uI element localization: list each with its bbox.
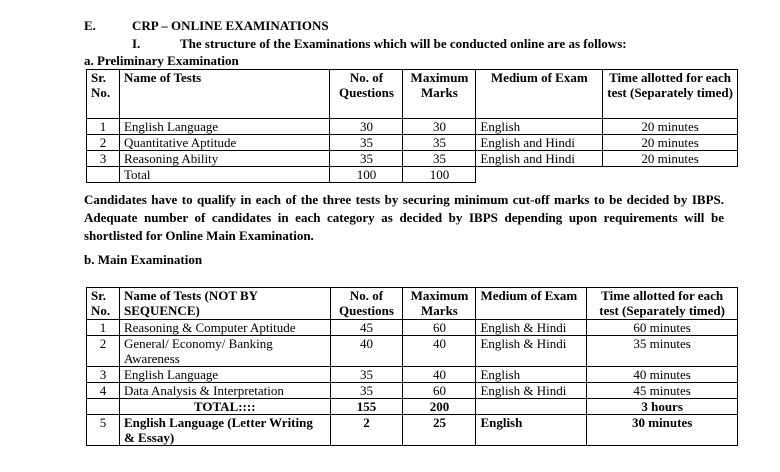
main-sr: 5 [87,415,120,446]
main-medium: English & Hindi [476,320,587,336]
main-sr: 4 [87,383,120,399]
prelim-header-questions: No. of Questions [330,70,403,119]
sub-roman: I. [132,36,141,51]
prelim-sr: 3 [87,151,120,167]
main-questions: 35 [330,383,403,399]
main-medium: English & Hindi [476,336,587,367]
prelim-questions: 35 [330,135,403,151]
prelim-name: Reasoning Ability [119,151,330,167]
prelim-note: Candidates have to qualify in each of the three tests by securing minimum cut-off marks to be decided by IBPS. Adequate number of candidates in each category as decided by IBPS depending upon requirements will be shortlisted for Online Main Examination. [84,192,724,243]
main-header-row [87,288,738,320]
main-sr: 2 [87,336,120,367]
prelim-name: Quantitative Aptitude [119,135,330,151]
prelim-total-questions: 100 [330,167,403,183]
main-name: English Language [119,367,330,383]
prelim-total-row [87,167,738,183]
table-row [87,367,738,383]
table-row [87,135,738,151]
sub-text: The structure of the Examinations which will be conducted online are as follows: [180,36,627,51]
prelim-questions: 35 [330,151,403,167]
main-header-name: Name of Tests (NOT BY SEQUENCE) [119,288,330,320]
main-time: 30 minutes [587,415,738,446]
prelim-header-row [87,70,738,119]
main-marks: 60 [403,320,476,336]
main-questions: 2 [330,415,403,446]
main-medium: English [476,415,587,446]
prelim-header-time: Time allotted for each test (Separately timed) [603,70,738,119]
main-time: 35 minutes [587,336,738,367]
main-sr: 3 [87,367,120,383]
main-header-marks: Maximum Marks [403,288,476,320]
section-title: CRP – ONLINE EXAMINATIONS [132,18,329,33]
table-row [87,119,738,135]
prelim-sr: 2 [87,135,120,151]
main-total-time: 3 hours [587,399,738,415]
main-total-questions: 155 [330,399,403,415]
main-name: General/ Economy/ Banking Awareness [119,336,330,367]
prelim-total-marks: 100 [403,167,476,183]
prelim-sr: 1 [87,119,120,135]
table-row [87,383,738,399]
main-total-label: TOTAL:::: [119,399,330,415]
main-marks: 40 [403,367,476,383]
prelim-header-name: Name of Tests [119,70,330,119]
main-medium: English [476,367,587,383]
table-row [87,151,738,167]
main-questions: 35 [330,367,403,383]
prelim-total-label: Total [119,167,330,183]
main-marks: 60 [403,383,476,399]
section-letter: E. [84,18,96,33]
main-marks: 25 [403,415,476,446]
prelim-medium: English [476,119,603,135]
prelim-medium: English and Hindi [476,151,603,167]
main-heading: b. Main Examination [84,252,203,267]
main-total-marks: 200 [403,399,476,415]
table-row [87,320,738,336]
prelim-time: 20 minutes [603,135,738,151]
main-medium: English & Hindi [476,383,587,399]
main-sr: 1 [87,320,120,336]
main-time: 40 minutes [587,367,738,383]
prelim-marks: 35 [403,135,476,151]
main-header-medium: Medium of Exam [476,288,587,320]
main-name: Reasoning & Computer Aptitude [119,320,330,336]
prelim-medium: English and Hindi [476,135,603,151]
prelim-header-marks: Maximum Marks [403,70,476,119]
prelim-heading: a. Preliminary Examination [84,53,239,68]
main-time: 60 minutes [587,320,738,336]
prelim-name: English Language [119,119,330,135]
main-header-questions: No. of Questions [330,288,403,320]
main-marks: 40 [403,336,476,367]
main-table [86,287,738,446]
prelim-header-medium: Medium of Exam [476,70,603,119]
main-name: English Language (Letter Writing & Essay) [119,415,330,446]
main-name: Data Analysis & Interpretation [119,383,330,399]
prelim-time: 20 minutes [603,151,738,167]
prelim-time: 20 minutes [603,119,738,135]
prelim-marks: 30 [403,119,476,135]
table-row [87,336,738,367]
main-header-sr: Sr. No. [87,288,120,320]
prelim-marks: 35 [403,151,476,167]
main-header-time: Time allotted for each test (Separately timed) [587,288,738,320]
prelim-questions: 30 [330,119,403,135]
prelim-header-sr: Sr. No. [87,70,120,119]
table-row [87,415,738,446]
main-questions: 45 [330,320,403,336]
main-time: 45 minutes [587,383,738,399]
main-total-row [87,399,738,415]
main-questions: 40 [330,336,403,367]
prelim-table [86,69,738,183]
